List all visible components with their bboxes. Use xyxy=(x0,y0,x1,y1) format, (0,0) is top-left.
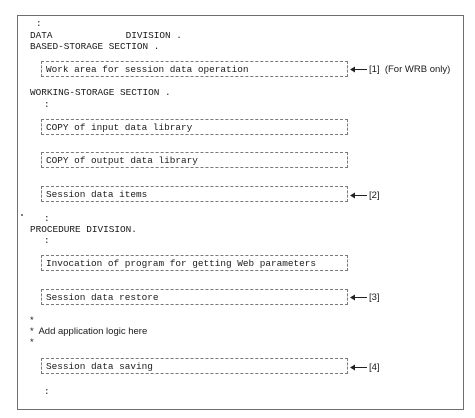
work-area-label: Work area for session data operation xyxy=(46,64,249,75)
procedure-division-line: PROCEDURE DIVISION. xyxy=(30,224,137,235)
comment-star: * xyxy=(30,337,34,348)
left-arrow-icon xyxy=(350,363,368,372)
annotation-3: [3] xyxy=(369,292,380,303)
session-items-label: Session data items xyxy=(46,189,148,200)
session-saving-label: Session data saving xyxy=(46,361,153,372)
session-items-box xyxy=(41,186,348,202)
left-arrow-icon xyxy=(350,293,368,302)
annotation-2: [2] xyxy=(369,190,380,201)
copy-input-label: COPY of input data library xyxy=(46,122,193,133)
comment-logic-line: * Add application logic here xyxy=(30,326,148,337)
left-arrow-icon xyxy=(350,191,368,200)
annotation-4: [4] xyxy=(369,362,380,373)
ellipsis-dot: : xyxy=(44,99,50,110)
data-division-line: DATA DIVISION . xyxy=(30,30,182,41)
left-arrow-icon xyxy=(350,65,368,74)
working-storage-line: WORKING-STORAGE SECTION . xyxy=(30,87,171,98)
based-storage-line: BASED-STORAGE SECTION . xyxy=(30,41,160,52)
session-restore-label: Session data restore xyxy=(46,292,159,303)
ellipsis-dot: : xyxy=(44,235,50,246)
ellipsis-dot: : xyxy=(44,386,50,397)
copy-input-box xyxy=(41,119,348,135)
work-area-box xyxy=(41,61,348,77)
copy-output-box xyxy=(41,152,348,168)
session-saving-box xyxy=(41,358,348,374)
annotation-1: [1] (For WRB only) xyxy=(369,64,451,75)
invocation-box xyxy=(41,255,348,271)
comment-star: * xyxy=(30,315,34,326)
ellipsis-dot: : xyxy=(44,213,50,224)
session-restore-box xyxy=(41,289,348,305)
margin-dot xyxy=(21,214,23,216)
invocation-label: Invocation of program for getting Web parameters xyxy=(46,258,317,269)
ellipsis-dot: : xyxy=(36,18,42,29)
copy-output-label: COPY of output data library xyxy=(46,155,198,166)
